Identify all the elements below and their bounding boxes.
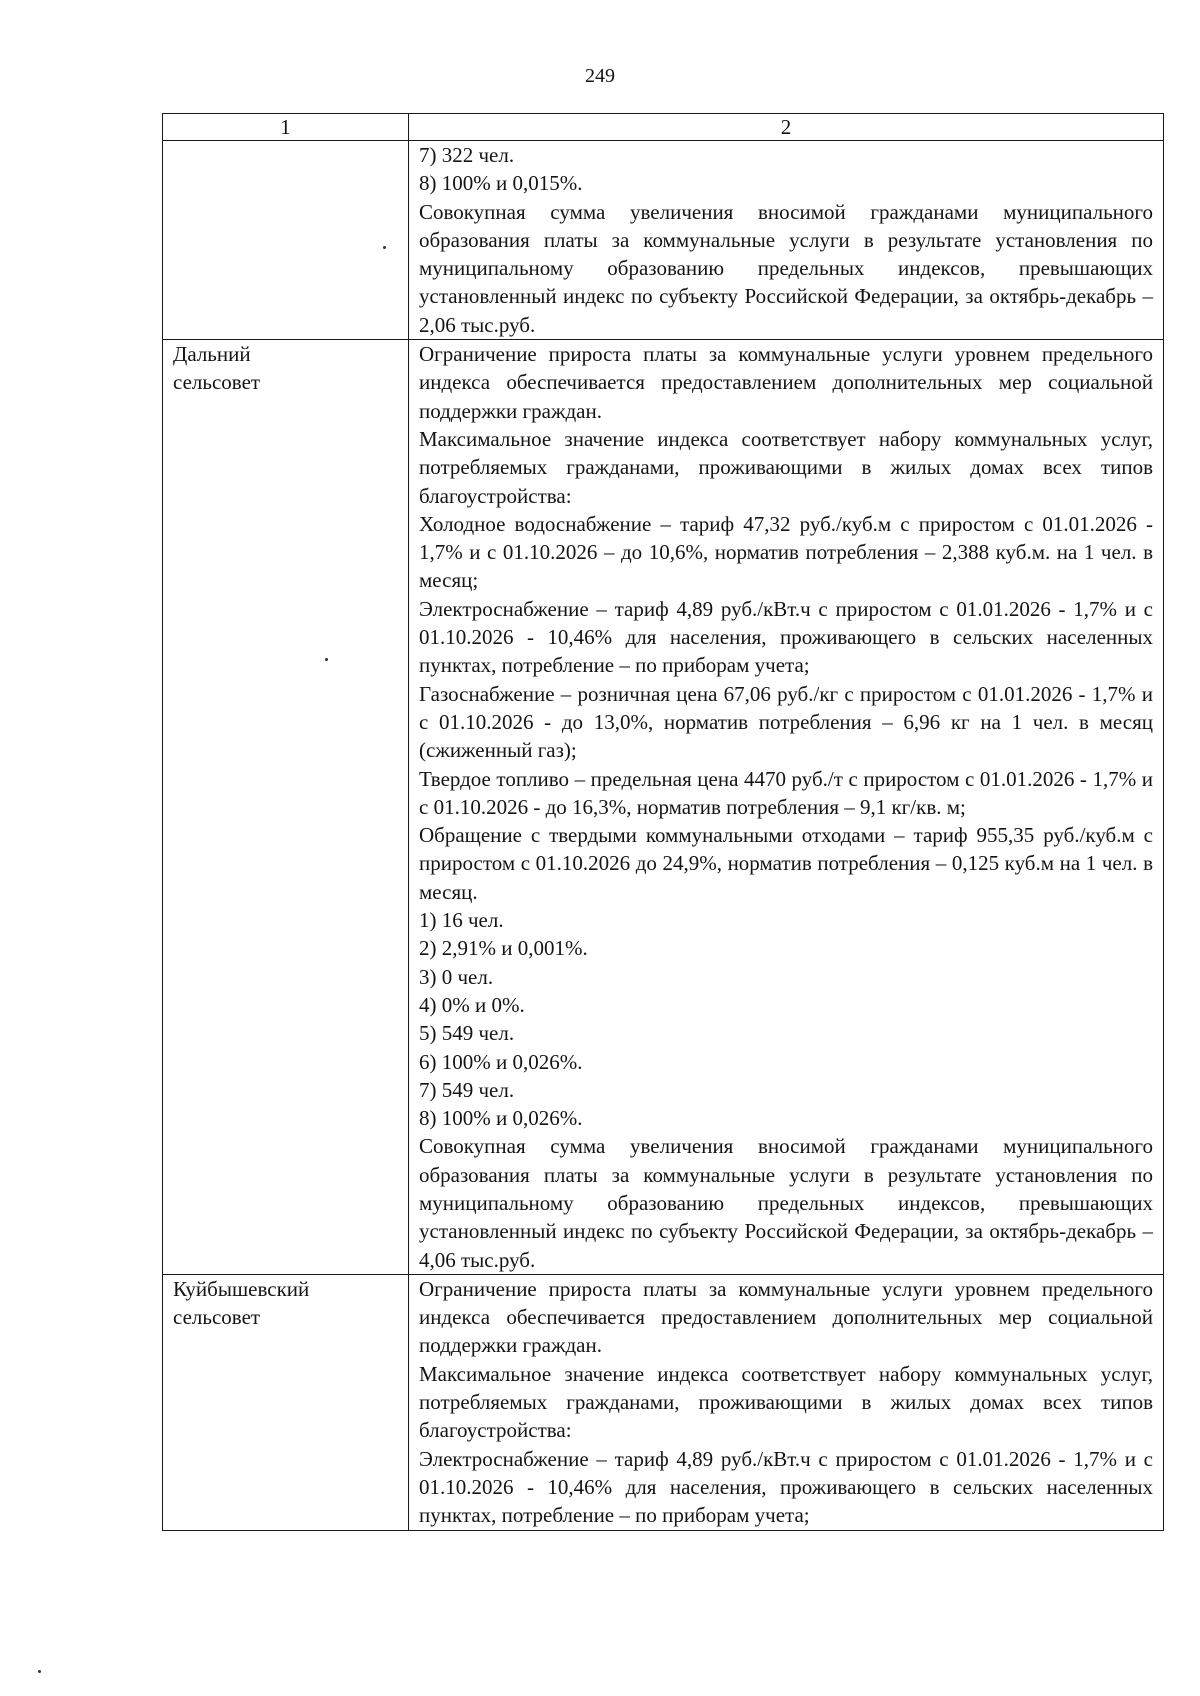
- list-item: 5) 549 чел.: [419, 1021, 515, 1046]
- table-row: [163, 141, 1164, 340]
- description-cell: [409, 1274, 1164, 1530]
- scan-speck: [325, 658, 328, 661]
- scan-speck: [38, 1670, 41, 1673]
- region-name: Куйбышевский сельсовет: [173, 1276, 310, 1330]
- description-paragraph: Электроснабжение – тариф 4,89 руб./кВт.ч с приростом с 01.01.2026 - 1,7% и с 01.10.2026 - 10,46% для населения, проживающего в сельских населенных пунктах, потребление – по приборам учета;: [419, 596, 1153, 678]
- description-cell: [409, 340, 1164, 1275]
- region-cell: [163, 340, 409, 1275]
- list-item: 3) 0 чел.: [419, 964, 494, 989]
- list-item: 2) 2,91% и 0,001%.: [419, 936, 588, 961]
- region-name: Дальний сельсовет: [173, 342, 261, 395]
- table-row: [163, 340, 1164, 1275]
- list-item: 1) 16 чел.: [419, 908, 504, 933]
- column-header-1: 1: [163, 114, 409, 141]
- list-item: 8) 100% и 0,026%.: [419, 1106, 583, 1131]
- scan-speck: [383, 246, 386, 249]
- region-cell: [163, 1274, 409, 1530]
- document-table: [162, 113, 1164, 1531]
- description-paragraph: Максимальное значение индекса соответствует набору коммунальных услуг, потребляемых гражданами, проживающими в жилых домах всех типов благоустройства:: [419, 426, 1153, 508]
- description-paragraph: Холодное водоснабжение – тариф 47,32 руб./куб.м с приростом с 01.01.2026 - 1,7% и с 01.10.2026 – до 10,6%, норматив потребления – 2,388 куб.м. на 1 чел. в месяц;: [419, 511, 1153, 593]
- list-item: 6) 100% и 0,026%.: [419, 1049, 583, 1074]
- table-row: [163, 1274, 1164, 1530]
- list-item: 8) 100% и 0,015%.: [419, 171, 583, 196]
- description-paragraph: Максимальное значение индекса соответствует набору коммунальных услуг, потребляемых гражданами, проживающими в жилых домах всех типов благоустройства:: [419, 1361, 1153, 1443]
- table-header-row: [163, 114, 1164, 141]
- page-number: 249: [585, 65, 615, 87]
- list-item: 4) 0% и 0%.: [419, 992, 525, 1017]
- description-paragraph: Ограничение прироста платы за коммунальные услуги уровнем предельного индекса обеспечивается предоставлением дополнительных мер социальной поддержки граждан.: [419, 342, 1153, 423]
- description-paragraph: Газоснабжение – розничная цена 67,06 руб./кг с приростом с 01.01.2026 - 1,7% и с 01.10.2026 - до 13,0%, норматив потребления – 6,96 кг на 1 чел. в месяц (сжиженный газ);: [419, 681, 1153, 763]
- description-cell: [409, 141, 1164, 340]
- description-paragraph: Совокупная сумма увеличения вносимой гражданами муниципального образования платы за коммунальные услуги в результате установления по муниципальному образованию предельных индексов, превышающих установленный индекс по субъекту Российской Федерации, за октябрь-декабрь – 2,06 тыс.руб.: [419, 199, 1153, 337]
- list-item: 7) 549 чел.: [419, 1077, 515, 1102]
- description-paragraph: Ограничение прироста платы за коммунальные услуги уровнем предельного индекса обеспечивается предоставлением дополнительных мер социальной поддержки граждан.: [419, 1276, 1153, 1358]
- description-paragraph: Совокупная сумма увеличения вносимой гражданами муниципального образования платы за коммунальные услуги в результате установления по муниципальному образованию предельных индексов, превышающих установленный индекс по субъекту Российской Федерации, за октябрь-декабрь – 4,06 тыс.руб.: [419, 1134, 1153, 1272]
- description-paragraph: Твердое топливо – предельная цена 4470 руб./т с приростом с 01.01.2026 - 1,7% и с 01.10.2026 - до 16,3%, норматив потребления – 9,1 кг/кв. м;: [419, 766, 1153, 819]
- column-header-2: 2: [409, 114, 1164, 141]
- list-item: 7) 322 чел.: [419, 143, 515, 167]
- region-cell: [163, 141, 409, 340]
- description-paragraph: Обращение с твердыми коммунальными отходами – тариф 955,35 руб./куб.м с приростом с 01.10.2026 до 24,9%, норматив потребления – 0,125 куб.м на 1 чел. в месяц.: [419, 823, 1153, 904]
- description-paragraph: Электроснабжение – тариф 4,89 руб./кВт.ч с приростом с 01.01.2026 - 1,7% и с 01.10.2026 - 10,46% для населения, проживающего в сельских населенных пунктах, потребление – по приборам учета;: [419, 1446, 1153, 1528]
